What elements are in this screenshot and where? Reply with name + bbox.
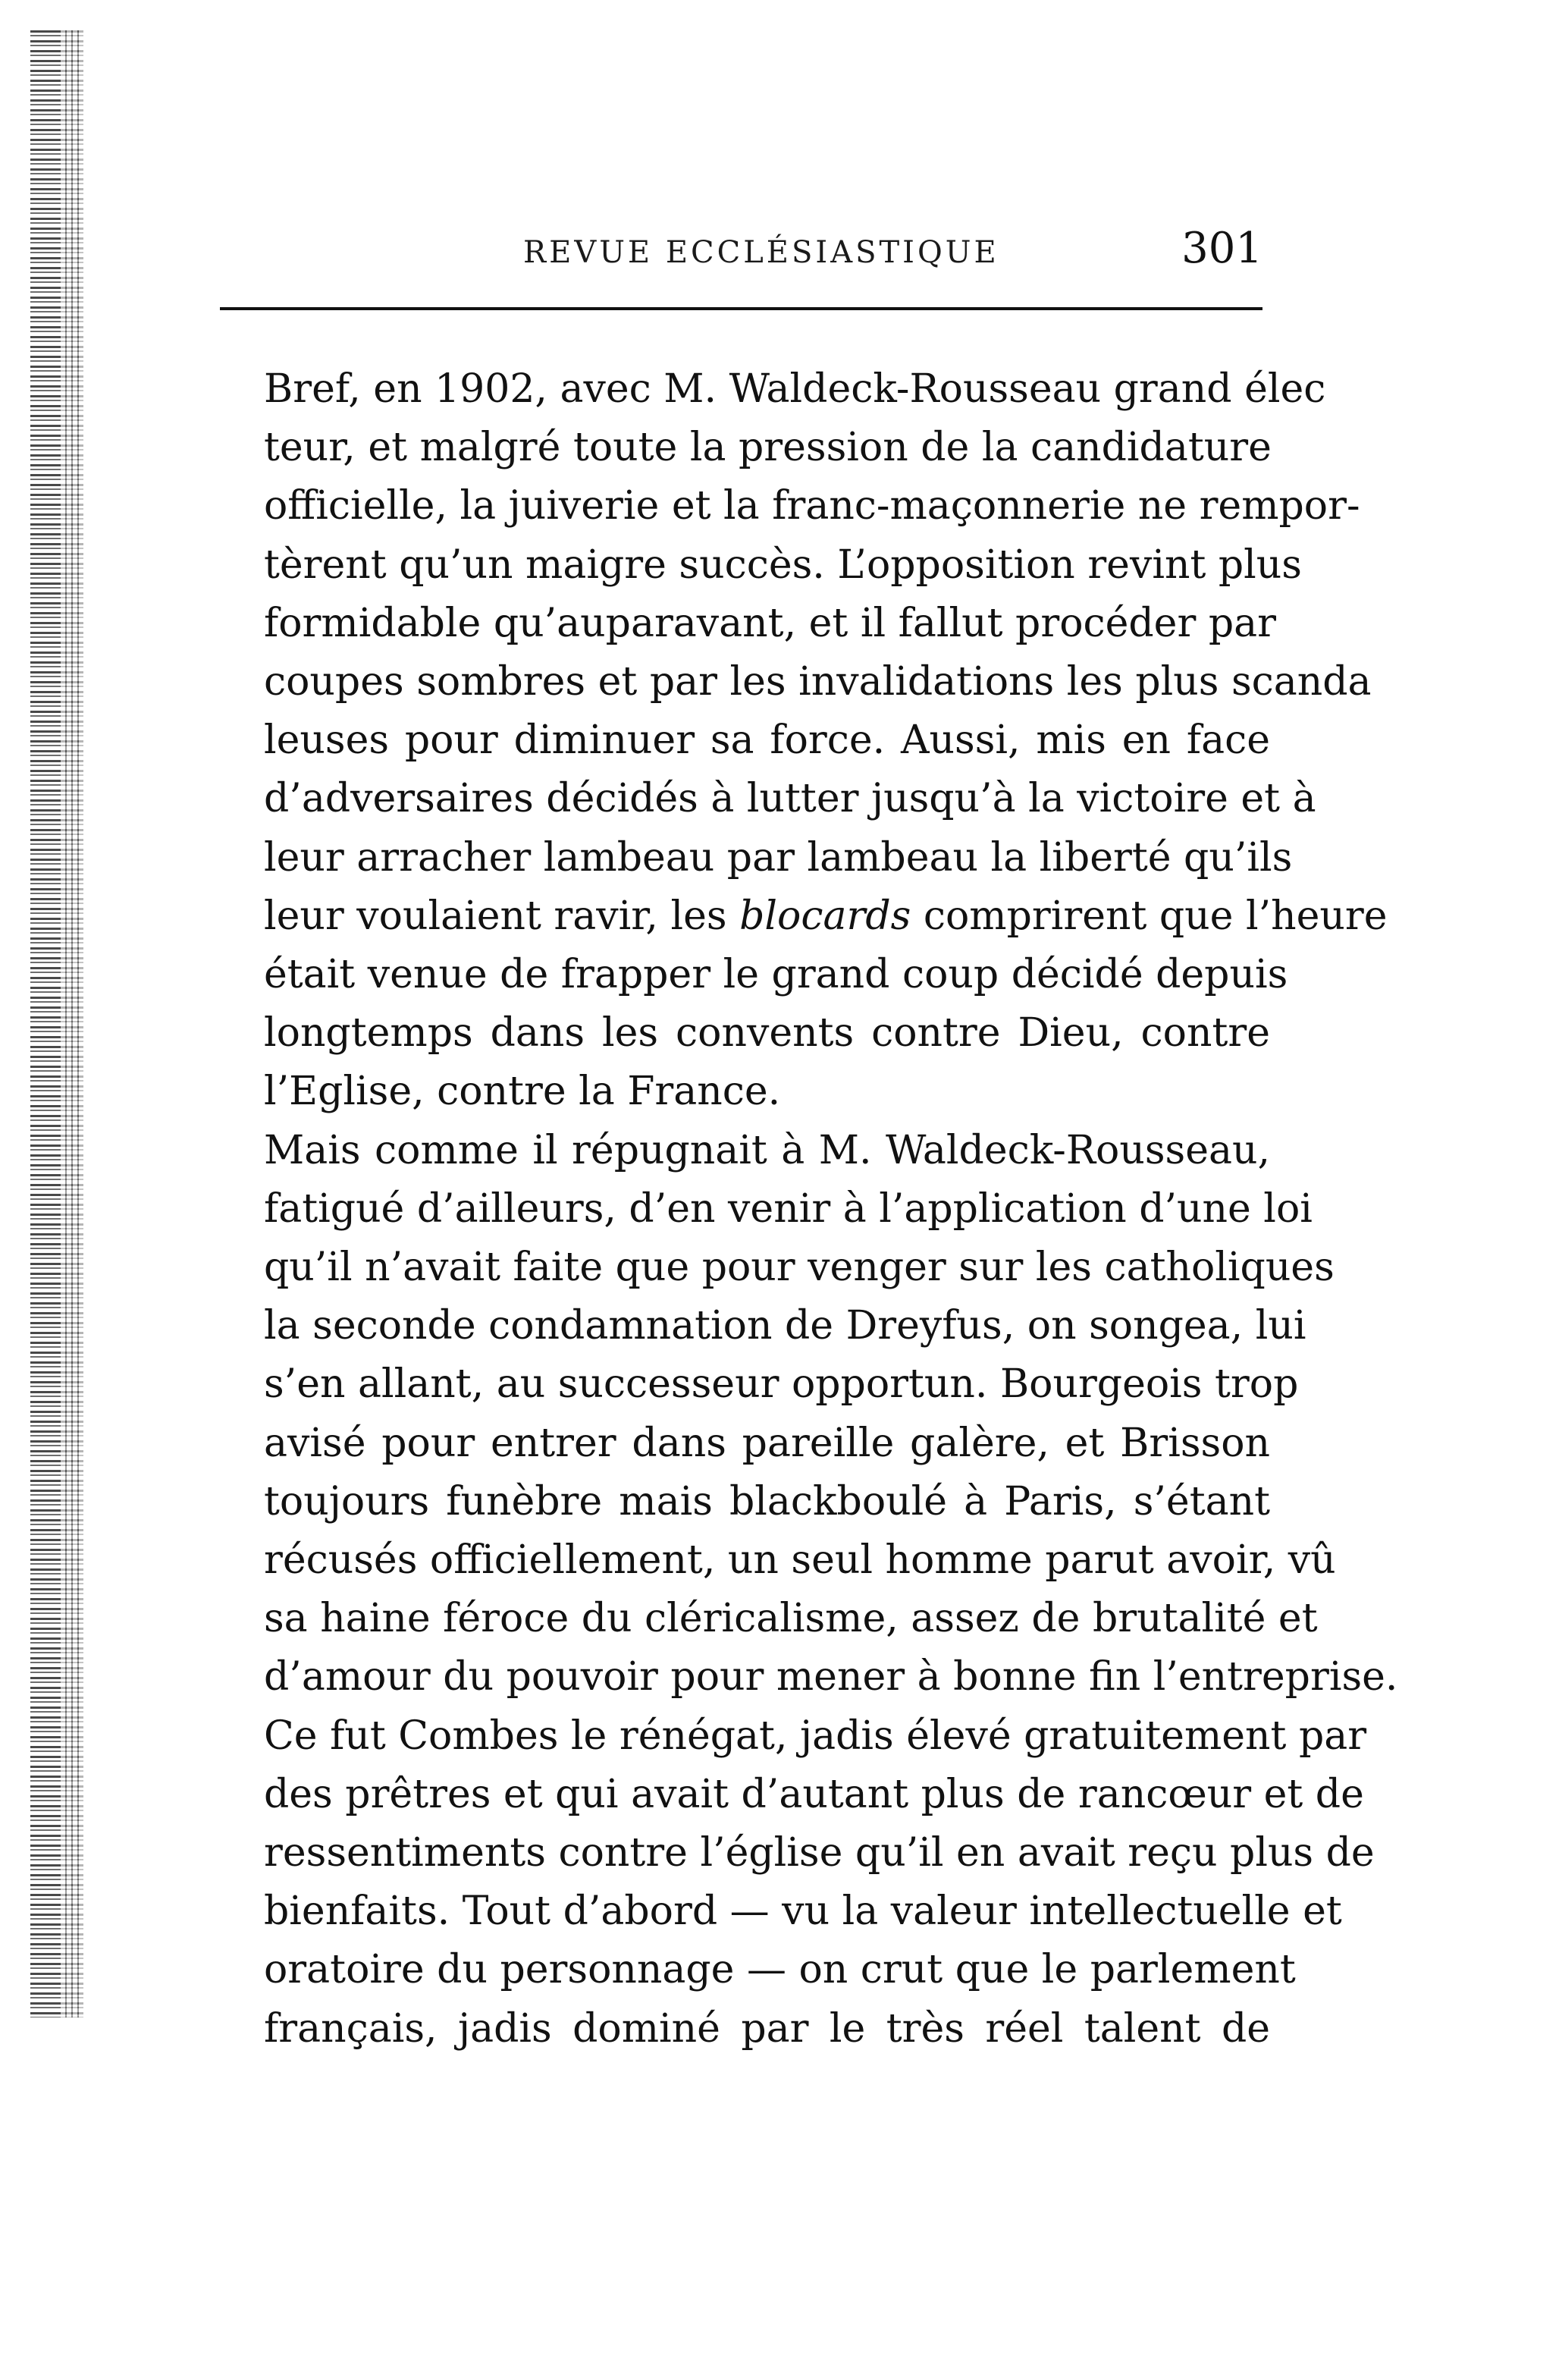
text-line: toujours funèbre mais blackboulé à Paris, s’étant [264, 1478, 1270, 1524]
text-line: fatigué d’ailleurs, d’en venir à l’application d’une loi [264, 1185, 1313, 1232]
header-rule [220, 307, 1262, 310]
text-line: leur arracher lambeau par lambeau la liberté qu’ils [264, 834, 1293, 881]
text-line: teur, et malgré toute la pression de la candidature [264, 425, 1272, 471]
text-line: coupes sombres et par les invalidations les plus scanda [264, 659, 1372, 705]
running-title: REVUE ECCLÉSIASTIQUE [523, 235, 999, 270]
italic-term: blocards [739, 893, 911, 939]
text-line: leuses pour diminuer sa force. Aussi, mis en face [264, 717, 1270, 764]
text-line: s’en allant, au successeur opportun. Bourgeois trop [264, 1361, 1299, 1408]
text-line: des prêtres et qui avait d’autant plus de rancœur et de [264, 1771, 1364, 1817]
text-line: récusés officiellement, un seul homme parut avoir, vû [264, 1537, 1336, 1584]
page-binding-edge [30, 30, 83, 2017]
text-line: était venue de frapper le grand coup décidé depuis [264, 952, 1288, 998]
paragraph-1 [220, 360, 1388, 1122]
text-line: avisé pour entrer dans pareille galère, et Brisson [264, 1420, 1270, 1466]
running-head [220, 220, 1262, 288]
text-line: officielle, la juiverie et la franc-maçonnerie ne rempor- [264, 483, 1360, 529]
text-line: qu’il n’avait faite que pour venger sur les catholiques [264, 1245, 1335, 1291]
text-line: ressentiments contre l’église qu’il en avait reçu plus de [264, 1830, 1375, 1876]
text-line: bienfaits. Tout d’abord — vu la valeur intellectuelle et [264, 1889, 1342, 1935]
text-line: oratoire du personnage — on crut que le parlement [264, 1947, 1296, 1993]
text-line: d’amour du pouvoir pour mener à bonne fin l’entreprise. [264, 1654, 1398, 1700]
text-line: formidable qu’auparavant, et il fallut procéder par [264, 600, 1276, 646]
body-text [220, 360, 1398, 2058]
text-line: Mais comme il répugnait à M. Waldeck-Rousseau, [264, 1127, 1270, 1173]
text-line: sa haine féroce du cléricalisme, assez de brutalité et [264, 1596, 1318, 1642]
text-line: Ce fut Combes le rénégat, jadis élevé gratuitement par [264, 1713, 1367, 1759]
text-line: français, jadis dominé par le très réel talent de [264, 2005, 1270, 2052]
paragraph-2 [220, 1122, 1398, 2058]
text-line: Bref, en 1902, avec M. Waldeck-Rousseau grand élec [264, 366, 1326, 412]
text-line: d’adversaires décidés à lutter jusqu’à la victoire et à [264, 776, 1316, 822]
page-number: 301 [1181, 224, 1262, 273]
text-line: longtemps dans les convents contre Dieu, contre [264, 1010, 1270, 1057]
text-line: leur voulaient ravir, les blocards comprirent que l’heure [264, 893, 1388, 939]
text-line: l’Eglise, contre la France. [264, 1069, 781, 1115]
text-line: la seconde condamnation de Dreyfus, on songea, lui [264, 1303, 1306, 1349]
text-line: tèrent qu’un maigre succès. L’opposition revint plus [264, 542, 1302, 588]
